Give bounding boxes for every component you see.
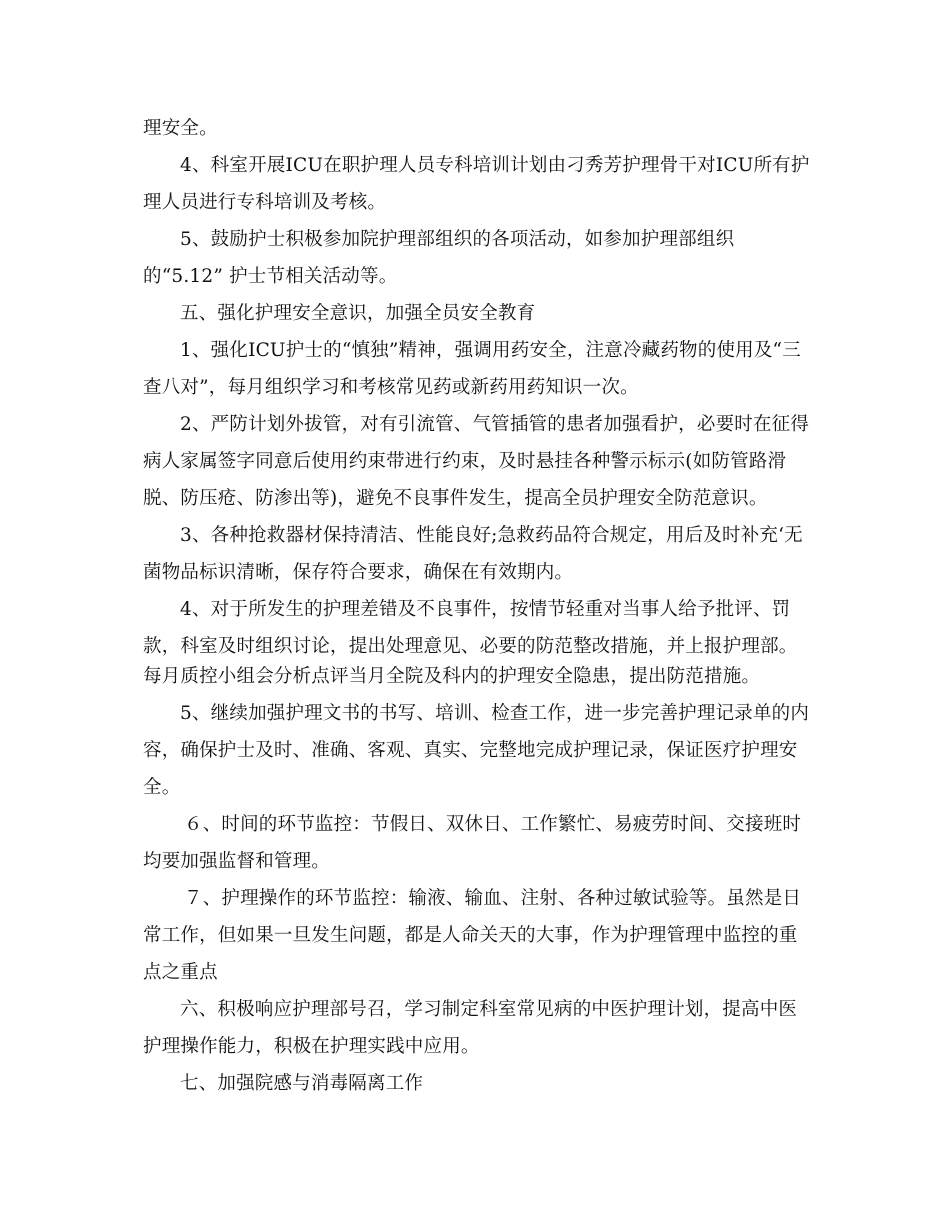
text-line: 理人员进行专科培训及考核。 xyxy=(143,192,387,213)
text-line: 全。 xyxy=(143,777,181,798)
text-line: ６、时间的环节监控：节假日、双休日、工作繁忙、易疲劳时间、交接班时 xyxy=(184,814,802,835)
text-line: 4、科室开展ICU在职护理人员专科培训计划由刁秀芳护理骨干对ICU所有护 xyxy=(180,155,810,176)
text-line: ７、护理操作的环节监控：输液、输血、注射、各种过敏试验等。虽然是日 xyxy=(184,888,802,909)
text-line: 款，科室及时组织讨论，提出处理意见、必要的防范整改措施，并上报护理部。 xyxy=(143,636,798,657)
text-line: 的“5.12” 护士节相关活动等。 xyxy=(143,266,398,287)
text-line: 常工作，但如果一旦发生问题，都是人命关天的大事，作为护理管理中监控的重 xyxy=(143,925,798,946)
section-heading: 五、强化护理安全意识，加强全员安全教育 xyxy=(180,303,536,324)
text-line: 理安全。 xyxy=(143,118,218,139)
section-heading: 六、积极响应护理部号召，学习制定科室常见病的中医护理计划，提高中医 xyxy=(180,999,798,1020)
text-line: 5、继续加强护理文书的书写、培训、检查工作，进一步完善护理记录单的内 xyxy=(180,703,810,724)
text-line: 每月质控小组会分析点评当月全院及科内的护理安全隐患，提出防范措施。 xyxy=(143,666,761,687)
text-line: 4、对于所发生的护理差错及不良事件，按情节轻重对当事人给予批评、罚 xyxy=(180,599,791,620)
text-line: 点之重点 xyxy=(143,962,218,983)
text-line: 1、强化ICU护士的“慎独”精神，强调用药安全，注意冷藏药物的使用及“三 xyxy=(180,340,801,361)
text-line: 3、各种抢救器材保持清洁、性能良好;急救药品符合规定，用后及时补充‘无 xyxy=(180,525,803,546)
text-line: 容，确保护士及时、准确、客观、真实、完整地完成护理记录，保证医疗护理安 xyxy=(143,740,798,761)
text-line: 2、严防计划外拔管，对有引流管、气管插管的患者加强看护，必要时在征得 xyxy=(180,414,810,435)
text-line: 菌物品标识清晰，保存符合要求，确保在有效期内。 xyxy=(143,562,574,583)
text-line: 病人家属签字同意后使用约束带进行约束，及时悬挂各种警示标示(如防管路滑 xyxy=(143,451,787,472)
text-line: 5、鼓励护士积极参加院护理部组织的各项活动，如参加护理部组织 xyxy=(180,229,735,250)
text-line: 均要加强监督和管理。 xyxy=(143,851,331,872)
section-heading: 七、加强院感与消毒隔离工作 xyxy=(180,1073,424,1094)
text-line: 护理操作能力，积极在护理实践中应用。 xyxy=(143,1036,480,1057)
text-line: 脱、防压疮、防渗出等)，避免不良事件发生，提高全员护理安全防范意识。 xyxy=(143,488,768,509)
text-line: 查八对”，每月组织学习和考核常见药或新药用药知识一次。 xyxy=(143,377,639,398)
